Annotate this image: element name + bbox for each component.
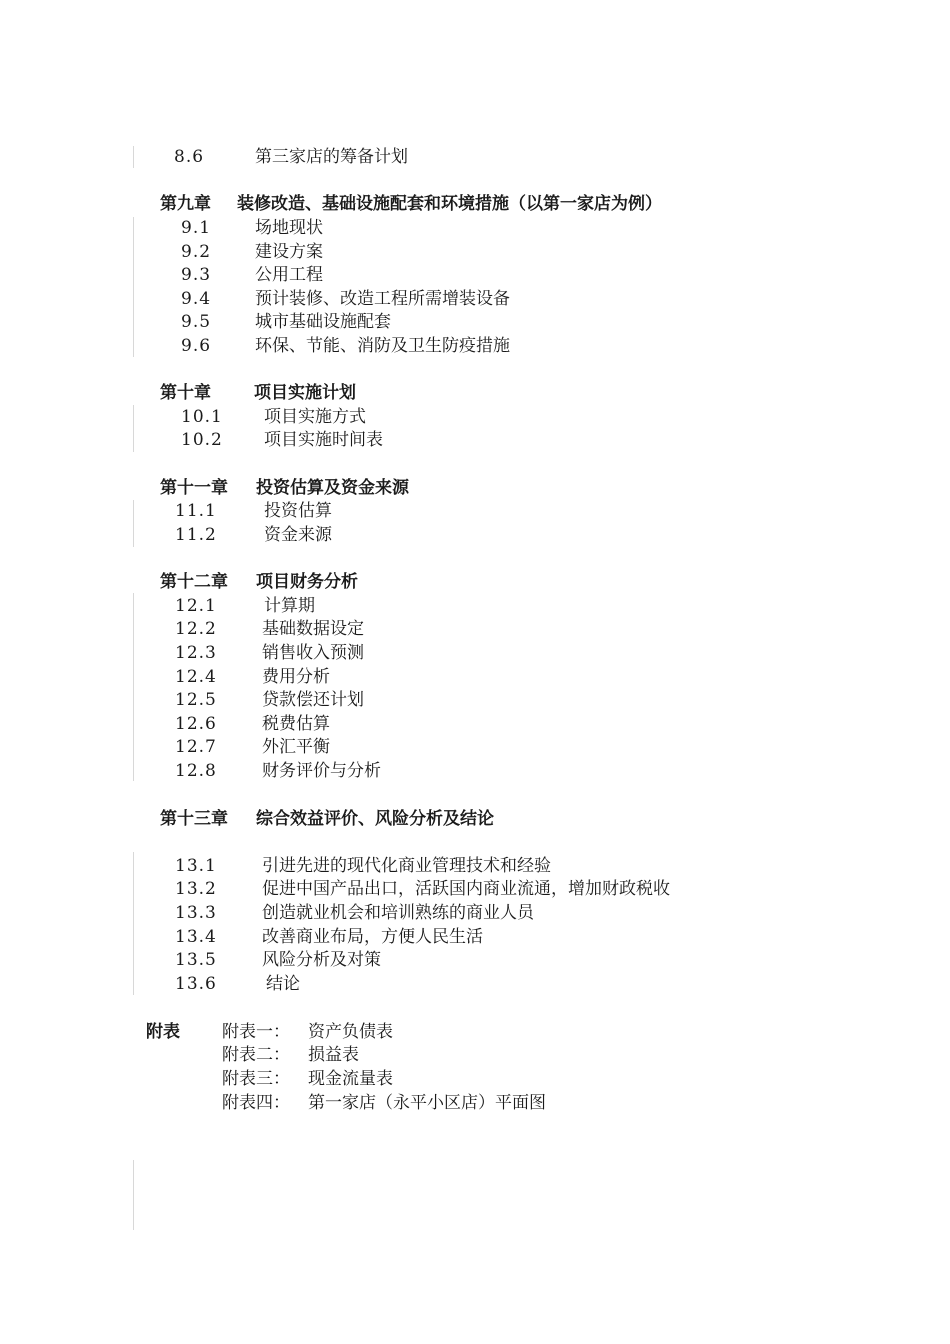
toc-item-number: 13.1	[175, 856, 217, 876]
toc-item-number: 8.6	[174, 147, 205, 167]
toc-item-title: 建设方案	[255, 242, 323, 262]
toc-item-title: 财务评价与分析	[262, 761, 381, 781]
appendix-item-key: 附表二：	[222, 1045, 290, 1065]
toc-item-title: 场地现状	[255, 218, 323, 238]
toc-item-title: 费用分析	[262, 667, 330, 687]
toc-item-number: 13.6	[175, 974, 217, 994]
toc-item-number: 13.5	[175, 950, 217, 970]
toc-item-number: 11.2	[175, 525, 217, 545]
margin-bar	[133, 593, 134, 781]
toc-item-number: 9.1	[181, 218, 212, 238]
chapter-title: 项目财务分析	[256, 572, 358, 592]
toc-item-number: 13.2	[175, 879, 217, 899]
appendix-item-value: 损益表	[308, 1045, 359, 1065]
chapter-number: 第十三章	[160, 809, 228, 829]
margin-bar	[133, 1160, 134, 1230]
toc-item-number: 9.4	[181, 289, 212, 309]
toc-item-number: 12.8	[175, 761, 217, 781]
chapter-title: 装修改造、基础设施配套和环境措施（以第一家店为例）	[237, 194, 662, 214]
chapter-number: 第十章	[160, 383, 211, 403]
toc-item-number: 9.3	[181, 265, 212, 285]
chapter-title: 投资估算及资金来源	[256, 478, 409, 498]
toc-item-number: 12.7	[175, 737, 217, 757]
toc-item-number: 9.6	[181, 336, 212, 356]
chapter-title: 综合效益评价、风险分析及结论	[256, 809, 494, 829]
toc-item-number: 9.5	[181, 312, 212, 332]
toc-item-title: 预计装修、改造工程所需增装设备	[255, 289, 510, 309]
toc-item-number: 9.2	[181, 242, 212, 262]
margin-bar	[133, 500, 134, 547]
toc-item-title: 投资估算	[264, 501, 332, 521]
toc-item-number: 10.2	[181, 430, 223, 450]
toc-item-title: 项目实施方式	[264, 407, 366, 427]
toc-item-title: 公用工程	[255, 265, 323, 285]
margin-bar	[133, 852, 134, 995]
chapter-number: 第十一章	[160, 478, 228, 498]
toc-item-title: 风险分析及对策	[262, 950, 381, 970]
appendix-item-value: 现金流量表	[308, 1069, 393, 1089]
margin-bar	[133, 146, 134, 168]
chapter-number: 第十二章	[160, 572, 228, 592]
appendix-item-value: 资产负债表	[308, 1022, 393, 1042]
toc-item-number: 12.3	[175, 643, 217, 663]
toc-item-number: 12.5	[175, 690, 217, 710]
toc-item-title: 贷款偿还计划	[262, 690, 364, 710]
appendix-item-key: 附表一：	[222, 1022, 290, 1042]
toc-item-title: 引进先进的现代化商业管理技术和经验	[262, 856, 551, 876]
chapter-title: 项目实施计划	[254, 383, 356, 403]
toc-item-title: 基础数据设定	[262, 619, 364, 639]
toc-item-title: 环保、节能、消防及卫生防疫措施	[255, 336, 510, 356]
toc-item-number: 12.1	[175, 596, 217, 616]
toc-item-number: 13.4	[175, 927, 217, 947]
chapter-number: 第九章	[160, 194, 211, 214]
toc-item-title: 结论	[266, 974, 300, 994]
toc-item-title: 促进中国产品出口，活跃国内商业流通，增加财政税收	[262, 879, 670, 899]
toc-item-title: 外汇平衡	[262, 737, 330, 757]
toc-item-number: 12.6	[175, 714, 217, 734]
toc-item-title: 销售收入预测	[262, 643, 364, 663]
toc-item-title: 项目实施时间表	[264, 430, 383, 450]
toc-item-title: 城市基础设施配套	[255, 312, 391, 332]
margin-bar	[133, 217, 134, 357]
toc-item-number: 11.1	[175, 501, 217, 521]
appendix-item-key: 附表四：	[222, 1093, 290, 1113]
appendix-item-value: 第一家店（永平小区店）平面图	[308, 1093, 546, 1113]
toc-item-title: 税费估算	[262, 714, 330, 734]
appendix-label: 附表	[146, 1022, 180, 1042]
margin-bar	[133, 405, 134, 452]
toc-item-number: 13.3	[175, 903, 217, 923]
toc-item-number: 12.4	[175, 667, 217, 687]
toc-item-title: 计算期	[264, 596, 315, 616]
toc-item-number: 12.2	[175, 619, 217, 639]
toc-item-number: 10.1	[181, 407, 223, 427]
appendix-item-key: 附表三：	[222, 1069, 290, 1089]
toc-item-title: 创造就业机会和培训熟练的商业人员	[262, 903, 534, 923]
toc-item-title: 改善商业布局，方便人民生活	[262, 927, 483, 947]
toc-item-title: 第三家店的筹备计划	[255, 147, 408, 167]
toc-item-title: 资金来源	[264, 525, 332, 545]
